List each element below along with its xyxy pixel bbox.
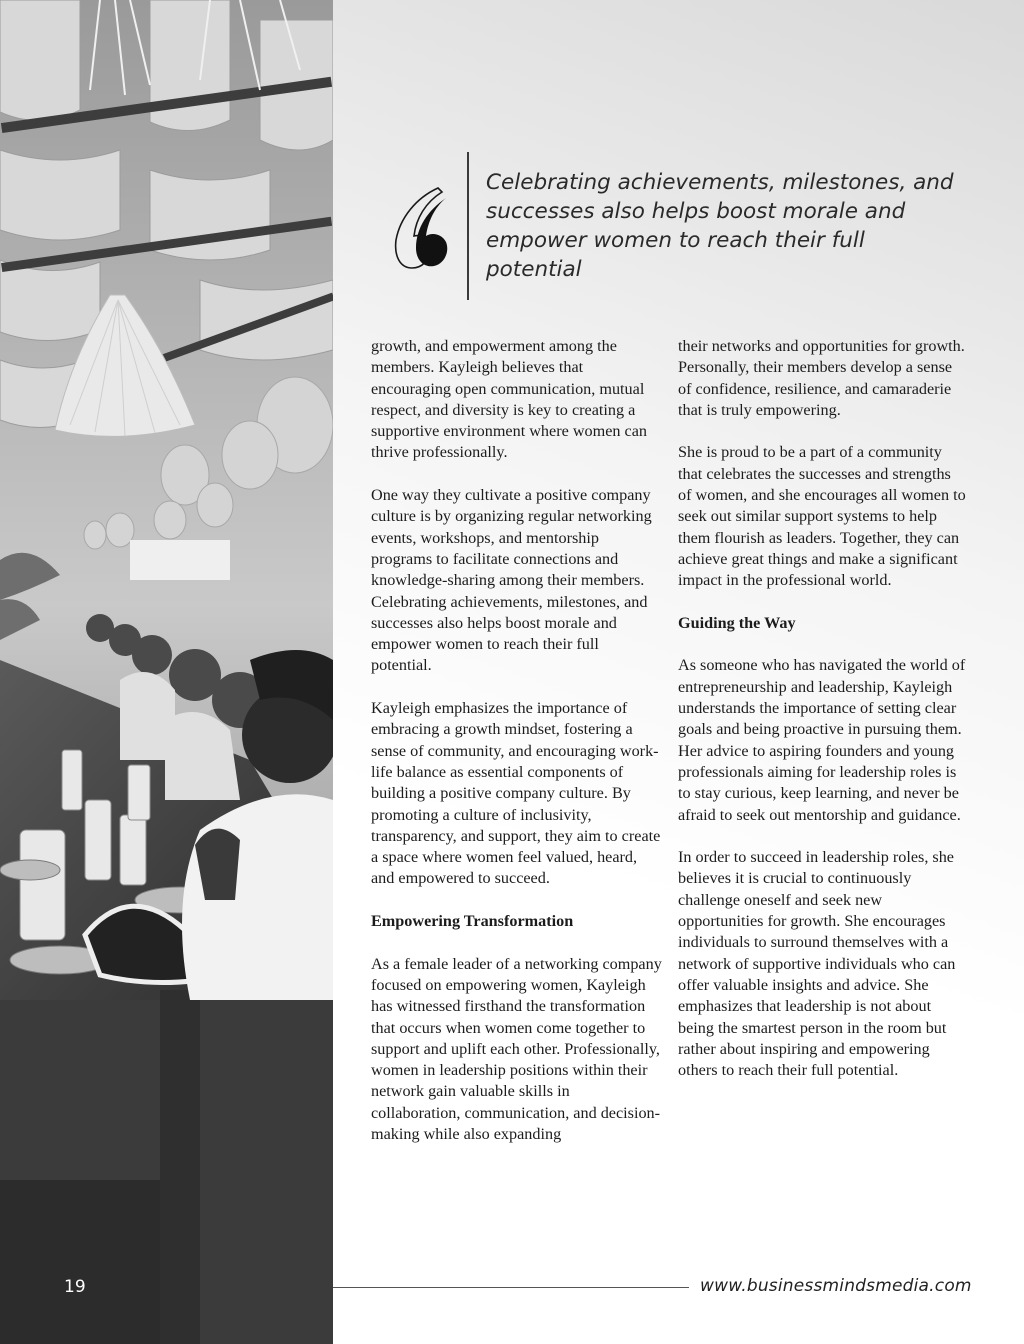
section-heading: Empowering Transformation xyxy=(371,912,574,931)
article-photo xyxy=(0,0,333,1344)
pull-quote-text: Celebrating achievements, milestones, and successes also helps boost morale and empower women to reach their full potential xyxy=(486,170,954,282)
paragraph: As a female leader of a networking company focused on empowering women, Kayleigh has witnessed firsthand the transformation that occurs when women come together to support and uplift each other. Professionally, women in leadership positions within their network gain valuable skills in collaboration, communication, and decision-making while also expanding xyxy=(371,954,662,1143)
paragraph: their networks and opportunities for growth. Personally, their members develop a sense of confidence, resilience, and camaraderie that is truly empowering. xyxy=(678,337,965,419)
paragraph: As someone who has navigated the world of entrepreneurship and leadership, Kayleigh understands the importance of setting clear goals and being proactive in pursuing them. Her advice to aspiring founders and young professionals aiming for leadership roles is to stay curious, keep learning, and never be afraid to seek out mentorship and guidance. xyxy=(678,656,966,824)
footer-divider xyxy=(333,1287,689,1288)
page-number: 19 xyxy=(64,1277,86,1297)
paragraph: She is proud to be a part of a community that celebrates the successes and strengths of women, and she encourages all women to seek out similar support systems to help them flourish as leaders. Together, they can achieve great things and make a significant impact in the professional world. xyxy=(678,443,966,590)
text-column-left xyxy=(371,336,663,1167)
paragraph: One way they cultivate a positive company culture is by organizing regular networking events, workshops, and mentorship programs to facilitate connections and knowledge-sharing among their members. Celebrating achievements, milestones, and successes also helps boost morale and empower women to reach their full potential. xyxy=(371,486,652,675)
section-heading: Guiding the Way xyxy=(678,613,796,632)
quote-divider xyxy=(467,152,469,300)
paragraph: In order to succeed in leadership roles, she believes it is crucial to continuously challenge oneself and seek new opportunities for growth. She encourages individuals to surround themselves with a network of supportive individuals who can offer valuable insights and advice. She emphasizes that leadership is not about being the smartest person in the room but rather about inspiring and empowering others to reach their full potential. xyxy=(678,848,956,1080)
quote-mark-icon xyxy=(386,178,456,278)
paragraph: Kayleigh emphasizes the importance of embracing a growth mindset, fostering a sense of community, and encouraging work-life balance as essential components of building a positive company culture. By promoting a culture of inclusivity, transparency, and support, they aim to create a space where women feel valued, heard, and empowered to succeed. xyxy=(371,699,661,888)
website-url[interactable]: www.businessmindsmedia.com xyxy=(700,1276,972,1296)
text-column-right xyxy=(678,336,968,1103)
paragraph: growth, and empowerment among the members. Kayleigh believes that encouraging open communication, mutual respect, and diversity is key to creating a supportive environment where women can thrive professionally. xyxy=(371,337,648,462)
